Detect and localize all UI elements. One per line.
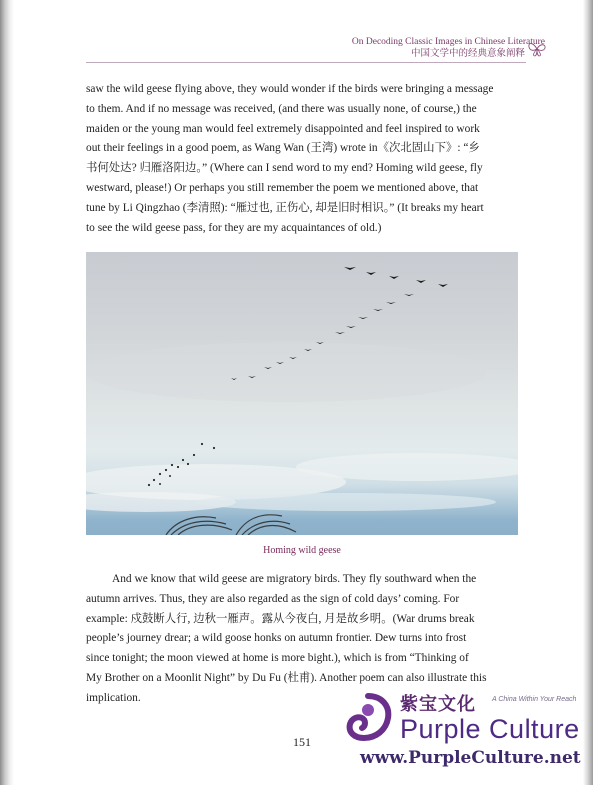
paragraph-1 <box>86 80 518 238</box>
purple-culture-watermark <box>342 690 582 770</box>
text-line: westward, please!) Or perhaps you still remember the poem we mentioned above, that <box>86 181 479 194</box>
text-line: example: 戍鼓断人行, 边秋一雁声。露从今夜白, 月是故乡明。(War drums break <box>86 612 475 625</box>
text-line: since tonight; the moon viewed at home is more bight.), which is from “Thinking of <box>86 652 469 665</box>
watermark-tagline: A China Within Your Reach <box>492 696 577 703</box>
header-divider <box>86 62 526 63</box>
page-number: 151 <box>293 735 311 749</box>
text-line: And we know that wild geese are migratory birds. They fly southward when the <box>112 573 477 585</box>
watermark-cn-text: 紫宝文化 <box>400 694 476 715</box>
text-line: to see the wild geese pass, for they are my acquaintances of old.) <box>86 221 382 234</box>
text-line: maiden or the young man would feel extremely disappointed and feel inspired to work <box>86 122 480 135</box>
wild-geese-photo <box>86 252 518 535</box>
page-edge-shadow <box>583 0 593 785</box>
watermark-url: www.PurpleCulture.net <box>360 748 581 768</box>
text-line: 书何处达? 归雁洛阳边。” (Where can I send word to my end? Homing wild geese, fly <box>86 162 483 175</box>
text-line: My Brother on a Moonlit Night” by Du Fu (杜甫). Another poem can also illustrate this <box>86 671 487 684</box>
text-line: people’s journey drear; a wild goose honks on autumn frontier. Dew turns into frost <box>86 632 467 645</box>
page-fold-shadow <box>0 0 14 785</box>
running-header <box>352 36 545 60</box>
text-line: to them. And if no message was received, (and there was usually none, of course,) the <box>86 102 477 115</box>
paragraph-2 <box>86 570 518 709</box>
text-line: implication. <box>86 691 141 704</box>
text-line: saw the wild geese flying above, they would wonder if the birds were bringing a message <box>86 83 494 95</box>
butterfly-ornament-icon <box>527 40 547 58</box>
watermark-brand: Purple Culture <box>400 714 580 744</box>
purple-culture-logo-icon <box>342 692 394 744</box>
running-header-title-cn: 中国文学中的经典意象阐释 <box>410 49 525 59</box>
text-line: out their feelings in a good poem, as Wang Wan (王湾) wrote in《次北固山下》: “乡 <box>86 142 480 155</box>
text-line: tune by Li Qingzhao (李清照): “雁过也, 正伤心, 却是旧时相识。” (It breaks my heart <box>86 201 484 214</box>
running-header-title-en: On Decoding Classic Images in Chinese Literature <box>351 37 545 47</box>
figure-caption: Homing wild geese <box>263 545 341 556</box>
text-line: autumn arrives. Thus, they are also regarded as the sign of cold days’ coming. For <box>86 592 460 605</box>
